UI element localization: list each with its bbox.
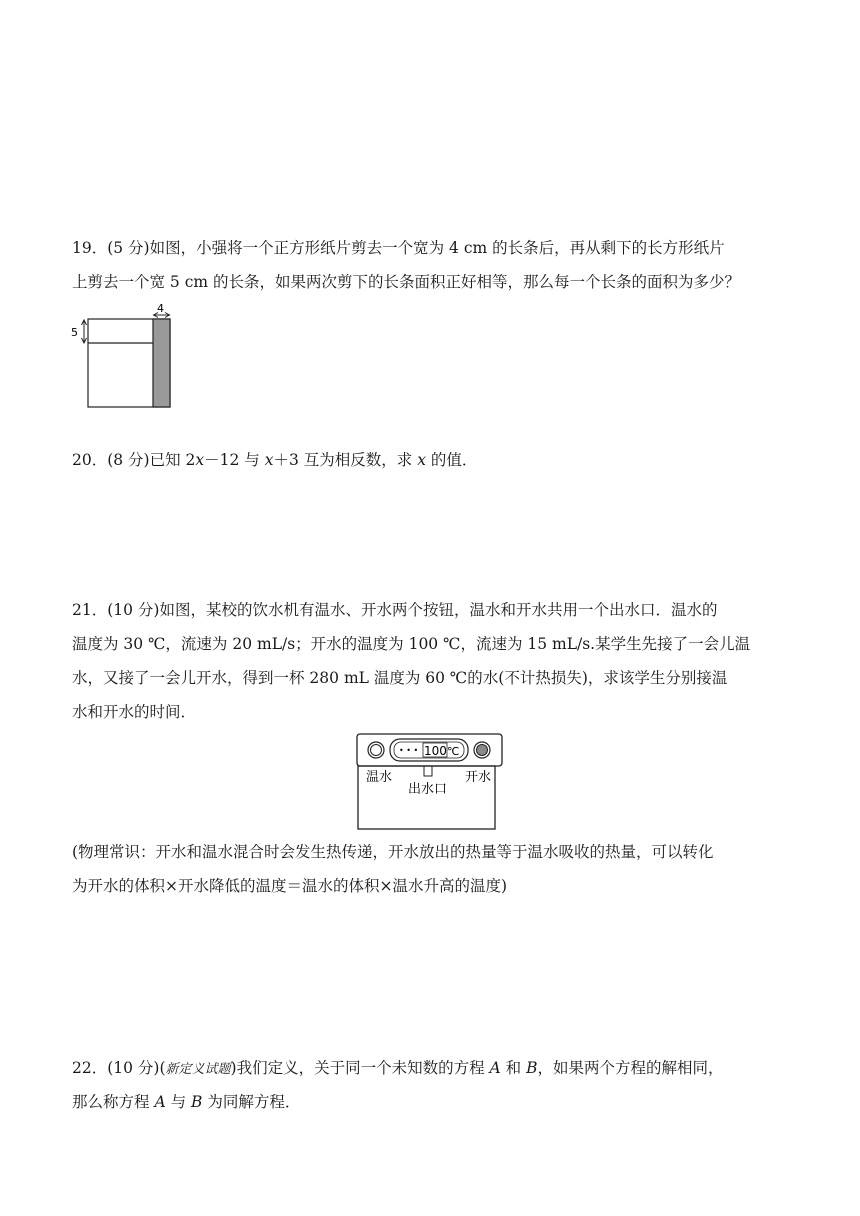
display-temperature: 100 bbox=[424, 744, 447, 758]
fig-label-4: 4 bbox=[157, 303, 164, 315]
q21-note-line1: (物理常识：开水和温水混合时会发生热传递，开水放出的热量等于温水吸收的热量，可以转化 bbox=[72, 843, 714, 861]
q19-text-line2: 上剪去一个宽 5 cm 的长条，如果两次剪下的长条面积正好相等，那么每一个长条的面积为多少？ bbox=[72, 273, 741, 291]
q19-text-line1: 19．(5 分)如图，小强将一个正方形纸片剪去一个宽为 4 cm 的长条后，再从剩下的长方形纸片 bbox=[72, 239, 725, 257]
q19-square-figure bbox=[66, 303, 176, 411]
q20-text: 20．(8 分)已知 2x－12 与 x＋3 互为相反数，求 x 的值． bbox=[72, 451, 478, 469]
fig-label-5: 5 bbox=[71, 326, 78, 339]
q21-text-line2: 温度为 30 ℃，流速为 20 mL/s；开水的温度为 100 ℃，流速为 15 mL/s.某学生先接了一会儿温 bbox=[72, 635, 751, 653]
display-dots: • • • bbox=[399, 746, 419, 755]
q22-text-line1: 22．(10 分)(新定义试题)我们定义，关于同一个未知数的方程 A 和 B，如果两个方程的解相同， bbox=[72, 1059, 724, 1077]
display-unit: ℃ bbox=[447, 745, 460, 758]
label-warm-water: 温水 bbox=[366, 770, 393, 785]
shaded-strip bbox=[153, 319, 170, 407]
q21-text-line3: 水，又接了一会儿开水，得到一杯 280 mL 温度为 60 ℃的水(不计热损失)，求该学生分别接温 bbox=[72, 669, 728, 687]
label-outlet: 出水口 bbox=[408, 782, 448, 797]
q22-tag: 新定义试题 bbox=[165, 1062, 231, 1077]
q21-note-line2: 为开水的体积×开水降低的温度＝温水的体积×温水升高的温度) bbox=[72, 877, 508, 895]
label-hot-water: 开水 bbox=[465, 770, 492, 785]
q22-text-line2: 那么称方程 A 与 B 为同解方程． bbox=[72, 1093, 301, 1111]
q21-text-line4: 水和开水的时间． bbox=[72, 703, 197, 721]
q21-text-line1: 21．(10 分)如图，某校的饮水机有温水、开水两个按钮，温水和开水共用一个出水口．温水的 bbox=[72, 601, 718, 619]
water-dispenser-figure bbox=[355, 732, 505, 832]
outlet-nozzle bbox=[424, 766, 432, 776]
